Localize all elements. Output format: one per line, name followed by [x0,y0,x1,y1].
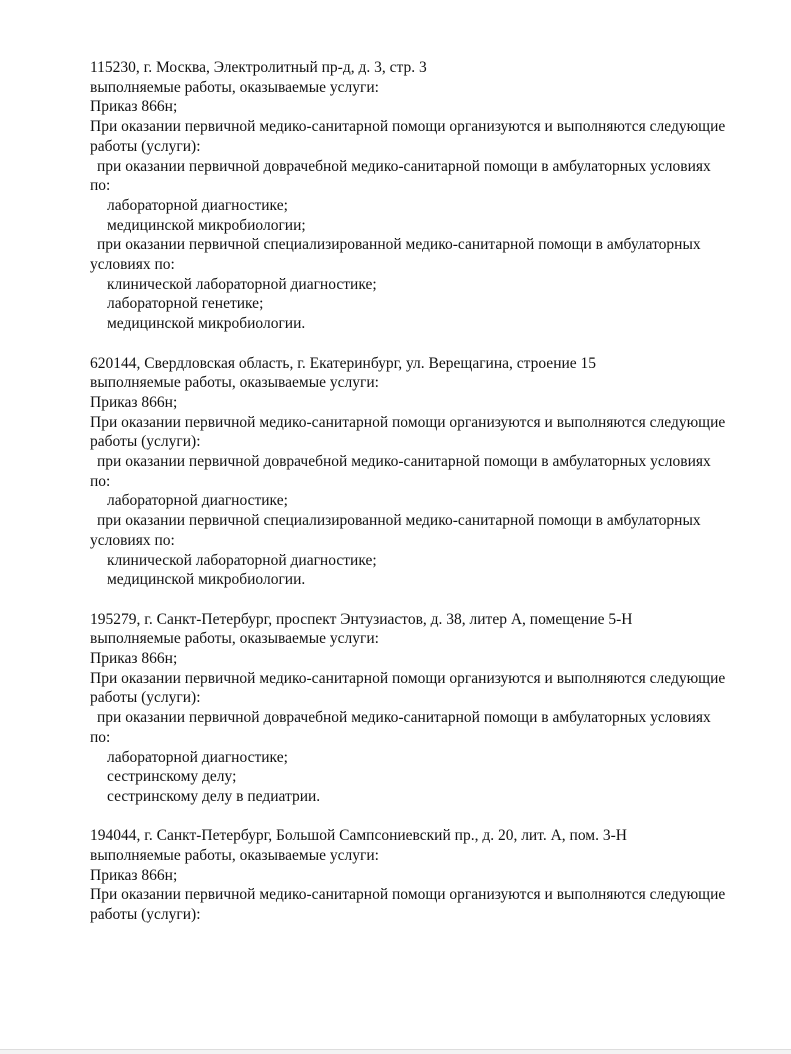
text-line: Приказ 866н; [90,393,178,411]
text-line: клинической лабораторной диагностике; [107,551,377,569]
text-line: при оказании первичной доврачебной медико-санитарной помощи в амбулаторных условиях [97,709,711,727]
license-address-block [90,610,761,807]
text-line: по: [90,728,111,746]
license-address-block [90,826,761,925]
text-line: При оказании первичной медико-санитарной помощи организуются и выполняются следующие [90,118,726,136]
text-line: при оказании первичной доврачебной медико-санитарной помощи в амбулаторных условиях [97,157,711,175]
text-line: при оказании первичной специализированной медико-санитарной помощи в амбулаторных [97,512,701,530]
text-line: лабораторной генетике; [107,295,264,313]
address-line: 194044, г. Санкт-Петербург, Большой Сампсониевский пр., д. 20, лит. А, пом. 3-Н [90,827,627,845]
text-line: работы (услуги): [90,689,201,707]
text-line: лабораторной диагностике; [107,492,288,510]
address-line: 620144, Свердловская область, г. Екатеринбург, ул. Верещагина, строение 15 [90,354,597,372]
text-line: медицинской микробиологии; [107,216,306,234]
text-line: при оказании первичной доврачебной медико-санитарной помощи в амбулаторных условиях [97,453,711,471]
text-line: выполняемые работы, оказываемые услуги: [90,374,379,392]
text-line: При оказании первичной медико-санитарной помощи организуются и выполняются следующие [90,669,726,687]
text-line: клинической лабораторной диагностике; [107,275,377,293]
text-line: по: [90,177,111,195]
address-line: 115230, г. Москва, Электролитный пр-д, д. 3, стр. 3 [90,59,427,76]
text-line: При оказании первичной медико-санитарной помощи организуются и выполняются следующие [90,886,726,904]
text-line: работы (услуги): [90,433,201,451]
text-line: выполняемые работы, оказываемые услуги: [90,847,379,865]
text-line: сестринскому делу в педиатрии. [107,787,321,805]
text-line: выполняемые работы, оказываемые услуги: [90,78,379,96]
text-line: условиях по: [90,531,175,549]
text-line: медицинской микробиологии. [107,571,306,589]
text-line: лабораторной диагностике; [107,748,288,766]
license-address-block [90,354,761,590]
text-line: Приказ 866н; [90,650,178,668]
text-line: Приказ 866н; [90,866,178,884]
address-line: 195279, г. Санкт-Петербург, проспект Энтузиастов, д. 38, литер А, помещение 5-Н [90,610,633,628]
bottom-divider [0,1049,791,1054]
text-line: условиях по: [90,256,175,274]
text-line: медицинской микробиологии. [107,315,306,333]
text-line: При оказании первичной медико-санитарной помощи организуются и выполняются следующие [90,413,726,431]
text-line: сестринскому делу; [107,768,237,786]
text-line: лабораторной диагностике; [107,196,288,214]
license-address-block [90,58,761,334]
text-line: работы (услуги): [90,137,201,155]
text-line: работы (услуги): [90,906,201,924]
text-line: при оказании первичной специализированной медико-санитарной помощи в амбулаторных [97,236,701,254]
text-line: по: [90,472,111,490]
text-line: выполняемые работы, оказываемые услуги: [90,630,379,648]
text-line: Приказ 866н; [90,98,178,116]
